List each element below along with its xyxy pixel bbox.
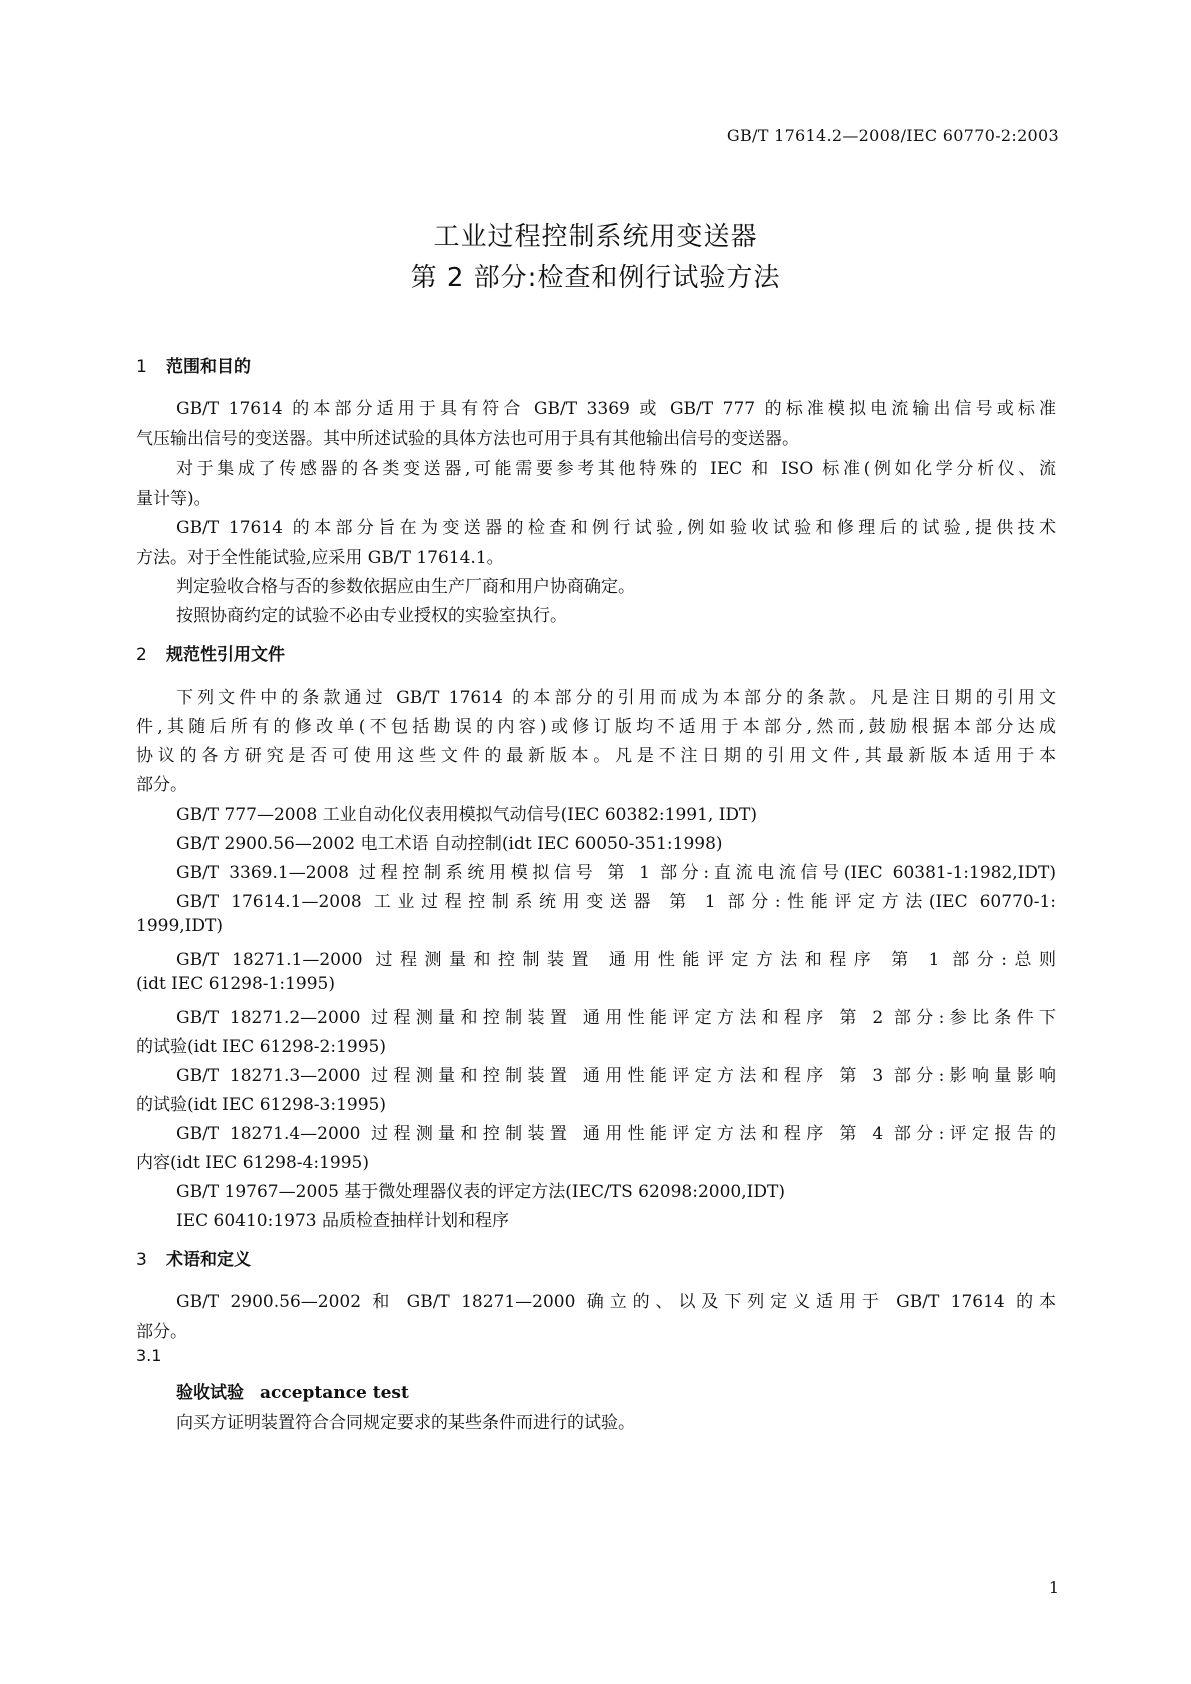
- section-title: 术语和定义: [166, 1250, 251, 1270]
- reference-item-cont: 内容(idt IEC 61298-4:1995): [136, 1153, 369, 1173]
- standard-id: GB/T 17614.2—2008/IEC 60770-2:2003: [726, 126, 1059, 145]
- paragraph-line: 部分。: [136, 1322, 187, 1342]
- term-definition: 向买方证明装置符合合同规定要求的某些条件而进行的试验。: [176, 1413, 635, 1433]
- section-2-heading: [136, 640, 285, 665]
- section-1-heading: [136, 352, 251, 377]
- reference-item: GB/T 18271.2—2000 过程测量和控制装置 通用性能评定方法和程序 第 2 部分:参比条件下: [176, 1008, 1056, 1028]
- reference-item: GB/T 18271.4—2000 过程测量和控制装置 通用性能评定方法和程序 第 4 部分:评定报告的: [176, 1124, 1056, 1144]
- paragraph-line: 部分。: [136, 775, 187, 795]
- section-number: 1: [136, 357, 147, 377]
- title-line-2: 第 2 部分:检查和例行试验方法: [410, 263, 781, 293]
- term-chinese: 验收试验: [176, 1383, 244, 1403]
- paragraph-line: 按照协商约定的试验不必由专业授权的实验室执行。: [176, 606, 567, 626]
- subsection-number: 3.1: [136, 1346, 162, 1365]
- paragraph-line: 方法。对于全性能试验,应采用 GB/T 17614.1。: [136, 548, 504, 568]
- reference-item-cont: 的试验(idt IEC 61298-2:1995): [136, 1037, 386, 1057]
- section-number: 3: [136, 1250, 147, 1270]
- paragraph-line: GB/T 17614 的本部分适用于具有符合 GB/T 3369 或 GB/T 777 的标准模拟电流输出信号或标准: [176, 399, 1056, 419]
- title-line-1: 工业过程控制系统用变送器: [433, 222, 758, 252]
- reference-item: GB/T 2900.56—2002 电工术语 自动控制(idt IEC 60050-351:1998): [176, 834, 723, 854]
- section-title: 规范性引用文件: [166, 645, 285, 665]
- paragraph-line: 量计等)。: [136, 489, 211, 509]
- section-title: 范围和目的: [166, 357, 251, 377]
- paragraph-line: 对于集成了传感器的各类变送器,可能需要参考其他特殊的 IEC 和 ISO 标准(例如化学分析仪、流: [176, 459, 1056, 479]
- paragraph-line: 气压输出信号的变送器。其中所述试验的具体方法也可用于具有其他输出信号的变送器。: [136, 429, 799, 449]
- reference-item-cont: (idt IEC 61298-1:1995): [136, 974, 335, 994]
- reference-item-cont: 1999,IDT): [136, 916, 223, 936]
- paragraph-line: GB/T 17614 的本部分旨在为变送器的检查和例行试验,例如验收试验和修理后的试验,提供技术: [176, 518, 1056, 538]
- reference-item: GB/T 3369.1—2008 过程控制系统用模拟信号 第 1 部分:直流电流信号(IEC 60381-1:1982,IDT): [176, 863, 1056, 883]
- reference-item: GB/T 18271.1—2000 过程测量和控制装置 通用性能评定方法和程序 第 1 部分:总则: [176, 950, 1056, 970]
- reference-item-cont: 的试验(idt IEC 61298-3:1995): [136, 1095, 386, 1115]
- section-number: 2: [136, 645, 147, 665]
- section-3-heading: [136, 1245, 251, 1270]
- reference-item: GB/T 17614.1—2008 工业过程控制系统用变送器 第 1 部分:性能评定方法(IEC 60770-1:: [176, 892, 1056, 912]
- term-english: acceptance test: [260, 1383, 409, 1403]
- reference-item: IEC 60410:1973 品质检查抽样计划和程序: [176, 1211, 510, 1231]
- paragraph-line: 件,其随后所有的修改单(不包括勘误的内容)或修订版均不适用于本部分,然而,鼓励根据本部分达成: [136, 717, 1056, 737]
- page-number: 1: [1048, 1578, 1059, 1597]
- term-entry: [176, 1378, 409, 1403]
- reference-item: GB/T 777—2008 工业自动化仪表用模拟气动信号(IEC 60382:1991, IDT): [176, 805, 758, 825]
- paragraph-line: 判定验收合格与否的参数依据应由生产厂商和用户协商确定。: [176, 577, 635, 597]
- paragraph-line: 协议的各方研究是否可使用这些文件的最新版本。凡是不注日期的引用文件,其最新版本适用于本: [136, 746, 1056, 766]
- paragraph-line: 下列文件中的条款通过 GB/T 17614 的本部分的引用而成为本部分的条款。凡是注日期的引用文: [176, 688, 1056, 708]
- reference-item: GB/T 19767—2005 基于微处理器仪表的评定方法(IEC/TS 62098:2000,IDT): [176, 1182, 785, 1202]
- reference-item: GB/T 18271.3—2000 过程测量和控制装置 通用性能评定方法和程序 第 3 部分:影响量影响: [176, 1066, 1056, 1086]
- paragraph-line: GB/T 2900.56—2002 和 GB/T 18271—2000 确立的、以及下列定义适用于 GB/T 17614 的本: [176, 1292, 1056, 1312]
